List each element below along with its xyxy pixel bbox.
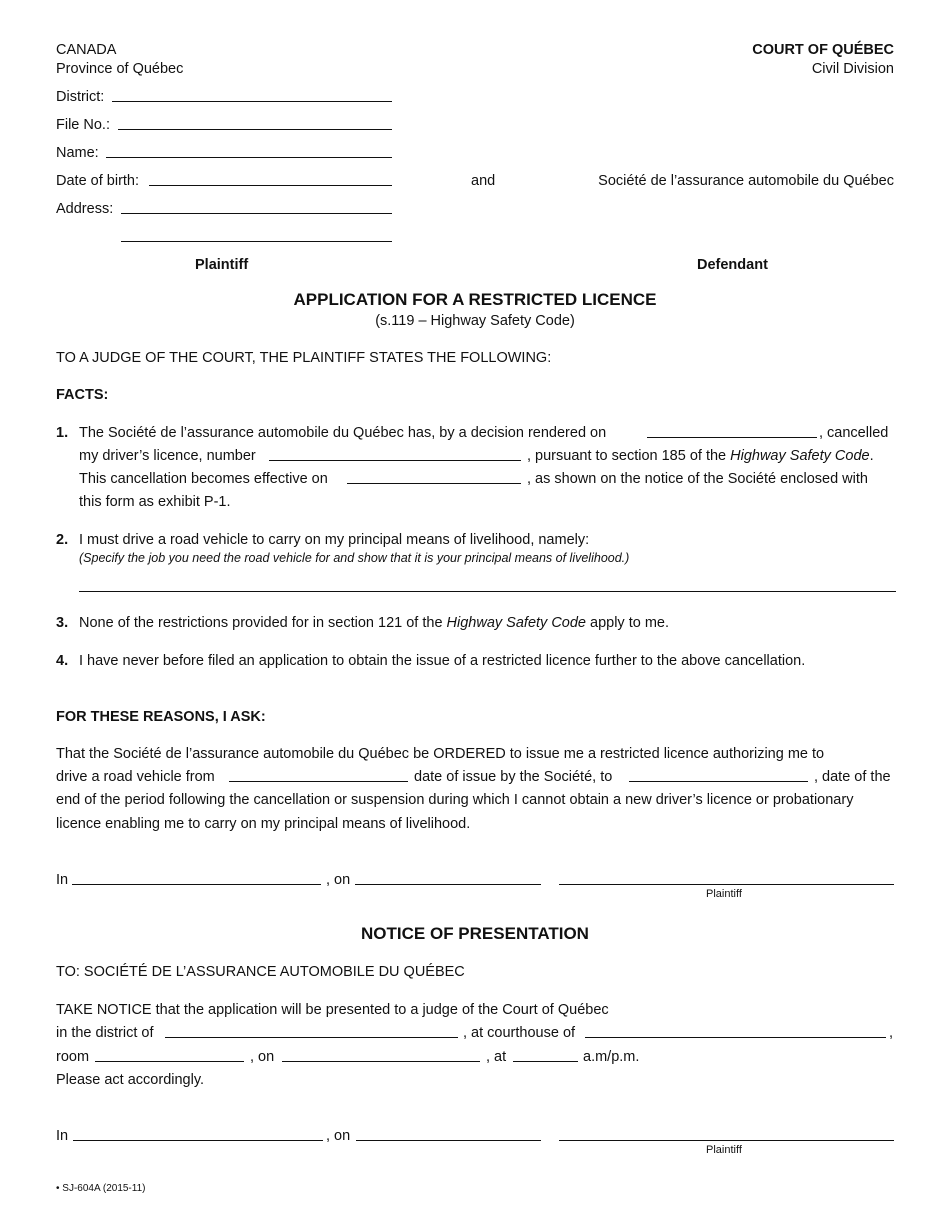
fact-1-text-e: This cancellation becomes effective on xyxy=(79,471,328,487)
district-label: District: xyxy=(56,89,105,105)
fact-1-number: 1. xyxy=(56,425,69,441)
fact-1-text-f: , as shown on the notice of the Société enclosed with xyxy=(527,471,868,487)
sign1-date-field[interactable] xyxy=(355,884,541,885)
fact-2-note: (Specify the job you need the road vehicle for and show that it is your principal means of livelihood.) xyxy=(79,551,630,565)
sign2-on-label: , on xyxy=(326,1128,351,1144)
fact-1-text-d: , pursuant to section 185 of the Highway Safety Code. xyxy=(527,448,874,464)
notice-line-2c: , xyxy=(889,1025,894,1041)
fact-1-text-b: , cancelled xyxy=(819,425,889,441)
notice-line-2b: , at courthouse of xyxy=(463,1025,576,1041)
country-label: CANADA xyxy=(56,42,117,58)
reasons-heading: FOR THESE REASONS, I ASK: xyxy=(56,709,266,725)
sign2-signature-field[interactable] xyxy=(559,1140,894,1141)
defendant-label: Defendant xyxy=(697,257,768,273)
decision-date-field[interactable] xyxy=(647,437,817,438)
notice-line-1: TAKE NOTICE that the application will be presented to a judge of the Court of Québec xyxy=(56,1002,609,1018)
fact-3-number: 3. xyxy=(56,615,69,631)
licence-number-field[interactable] xyxy=(269,460,521,461)
reasons-line-3: end of the period following the cancellation or suspension during which I cannot obtain a new driver’s licence or probationary xyxy=(56,792,854,808)
defendant-name: Société de l’assurance automobile du Québec xyxy=(598,173,894,189)
notice-line-3a: room xyxy=(56,1049,90,1065)
district-of-field[interactable] xyxy=(165,1037,458,1038)
reasons-line-4: licence enabling me to carry on my principal means of livelihood. xyxy=(56,816,471,832)
effective-date-field[interactable] xyxy=(347,483,521,484)
to-date-field[interactable] xyxy=(629,781,808,782)
fact-4-number: 4. xyxy=(56,653,69,669)
notice-line-3d: a.m/p.m. xyxy=(583,1049,640,1065)
form-code: • SJ-604A (2015-11) xyxy=(56,1183,146,1194)
sign2-plaintiff-caption: Plaintiff xyxy=(706,1144,742,1156)
reasons-line-2c: , date of the xyxy=(814,769,891,785)
facts-heading: FACTS: xyxy=(56,387,109,403)
fact-4-text: I have never before filed an application to obtain the issue of a restricted licence further to the above cancellation. xyxy=(79,653,806,669)
division-label: Civil Division xyxy=(811,61,894,77)
fact-2-number: 2. xyxy=(56,532,69,548)
province-label: Province of Québec xyxy=(56,61,184,77)
form-subtitle: (s.119 – Highway Safety Code) xyxy=(375,313,575,329)
name-label: Name: xyxy=(56,145,99,161)
reasons-line-2b: date of issue by the Société, to xyxy=(414,769,613,785)
court-title: COURT OF QUÉBEC xyxy=(752,42,894,58)
form-title: APPLICATION FOR A RESTRICTED LICENCE xyxy=(293,290,657,309)
fact-1-text-g: this form as exhibit P-1. xyxy=(79,494,231,510)
notice-line-3c: , at xyxy=(486,1049,507,1065)
file-no-label: File No.: xyxy=(56,117,110,133)
name-field[interactable] xyxy=(106,157,392,158)
sign1-plaintiff-caption: Plaintiff xyxy=(706,888,742,900)
sign1-in-label: In xyxy=(56,872,69,888)
sign1-place-field[interactable] xyxy=(72,884,321,885)
fact-2-text: I must drive a road vehicle to carry on my principal means of livelihood, namely: xyxy=(79,532,590,548)
presentation-date-field[interactable] xyxy=(282,1061,480,1062)
reasons-line-2a: drive a road vehicle from xyxy=(56,769,215,785)
notice-heading: NOTICE OF PRESENTATION xyxy=(361,924,589,943)
and-label: and xyxy=(471,173,496,189)
dob-label: Date of birth: xyxy=(56,173,140,189)
from-date-field[interactable] xyxy=(229,781,408,782)
fact-1-text-c: my driver’s licence, number xyxy=(79,448,256,464)
file-no-field[interactable] xyxy=(118,129,392,130)
fact-3-text: None of the restrictions provided for in section 121 of the Highway Safety Code apply to me. xyxy=(79,615,670,631)
notice-to: TO: SOCIÉTÉ DE L’ASSURANCE AUTOMOBILE DU QUÉBEC xyxy=(56,964,465,980)
sign2-in-label: In xyxy=(56,1128,69,1144)
address-field-line1[interactable] xyxy=(121,213,392,214)
courthouse-field[interactable] xyxy=(585,1037,886,1038)
sign1-signature-field[interactable] xyxy=(559,884,894,885)
notice-line-3b: , on xyxy=(250,1049,275,1065)
intro-statement: TO A JUDGE OF THE COURT, THE PLAINTIFF STATES THE FOLLOWING: xyxy=(56,350,552,366)
sign1-on-label: , on xyxy=(326,872,351,888)
notice-line-2a: in the district of xyxy=(56,1025,154,1041)
reasons-line-1: That the Société de l’assurance automobile du Québec be ORDERED to issue me a restricted licence authorizing me to xyxy=(56,746,825,762)
address-label: Address: xyxy=(56,201,114,217)
livelihood-field[interactable] xyxy=(79,591,896,592)
room-field[interactable] xyxy=(95,1061,244,1062)
presentation-time-field[interactable] xyxy=(513,1061,578,1062)
district-field[interactable] xyxy=(112,101,392,102)
sign2-date-field[interactable] xyxy=(356,1140,541,1141)
notice-line-4: Please act accordingly. xyxy=(56,1072,205,1088)
sign2-place-field[interactable] xyxy=(73,1140,323,1141)
fact-1-text-a: The Société de l’assurance automobile du Québec has, by a decision rendered on xyxy=(79,425,607,441)
dob-field[interactable] xyxy=(149,185,392,186)
address-field-line2[interactable] xyxy=(121,241,392,242)
plaintiff-label: Plaintiff xyxy=(195,257,249,273)
